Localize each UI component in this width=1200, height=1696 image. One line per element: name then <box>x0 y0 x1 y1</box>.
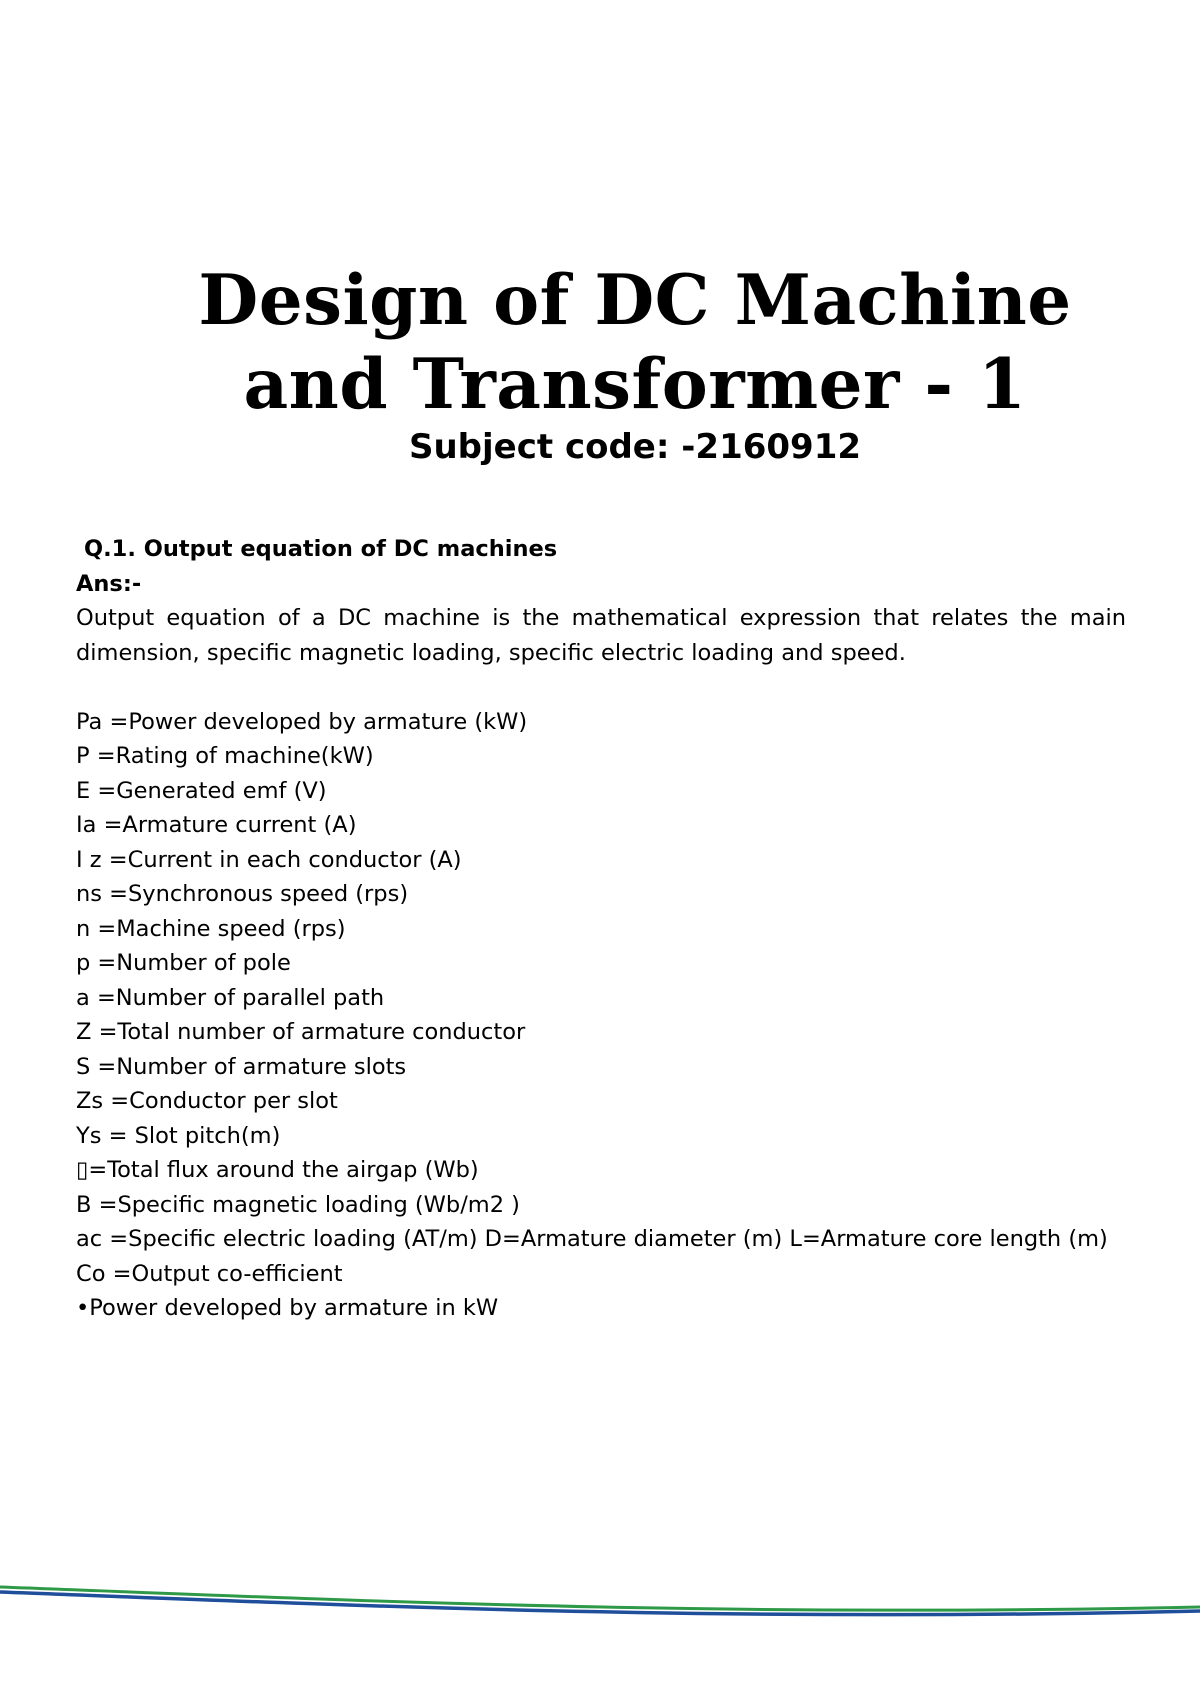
definition-item: p =Number of pole <box>76 950 291 976</box>
answer-content <box>76 532 1126 1326</box>
definition-item: B =Specific magnetic loading (Wb/m2 ) <box>76 1191 520 1218</box>
footer-decorative-wave <box>0 1560 1200 1640</box>
definition-item: Z =Total number of armature conductor <box>76 1019 526 1045</box>
answer-label: Ans:- <box>76 570 142 597</box>
definition-item: Zs =Conductor per slot <box>76 1088 338 1114</box>
document-title-line-1: Design of DC Machine <box>198 260 1072 341</box>
answer-intro-paragraph: Output equation of a DC machine is the mathematical expression that relates the main dimension, specific magnetic loading, specific electric loading and speed. <box>76 605 1126 666</box>
definition-item: ac =Specific electric loading (AT/m) D=Armature diameter (m) L=Armature core length (m) <box>76 1226 1108 1252</box>
document-title-line-2: and Transformer - 1 <box>243 344 1027 425</box>
definition-item: Co =Output co-efficient <box>76 1260 343 1287</box>
symbol-definitions-list <box>76 705 1126 1292</box>
definition-item: I z =Current in each conductor (A) <box>76 846 462 873</box>
definition-item: E =Generated emf (V) <box>76 777 327 804</box>
question-heading: Q.1. Output equation of DC machines <box>84 536 558 562</box>
blank-line <box>76 670 1126 705</box>
definition-item: ▯=Total flux around the airgap (Wb) <box>76 1157 479 1183</box>
definition-item: Pa =Power developed by armature (kW) <box>76 708 528 735</box>
definition-item: n =Machine speed (rps) <box>76 915 346 942</box>
definition-item: P =Rating of machine(kW) <box>76 743 374 769</box>
definition-item: S =Number of armature slots <box>76 1053 407 1080</box>
footer-wave-blue-line <box>0 1592 1200 1615</box>
subject-code: Subject code: -2160912 <box>408 427 862 467</box>
definition-item: Ys = Slot pitch(m) <box>76 1122 281 1149</box>
definition-item: a =Number of parallel path <box>76 984 385 1011</box>
definition-item: ns =Synchronous speed (rps) <box>76 881 409 907</box>
definition-item: Ia =Armature current (A) <box>76 812 357 838</box>
bullet-item-power-developed: •Power developed by armature in kW <box>76 1295 499 1321</box>
